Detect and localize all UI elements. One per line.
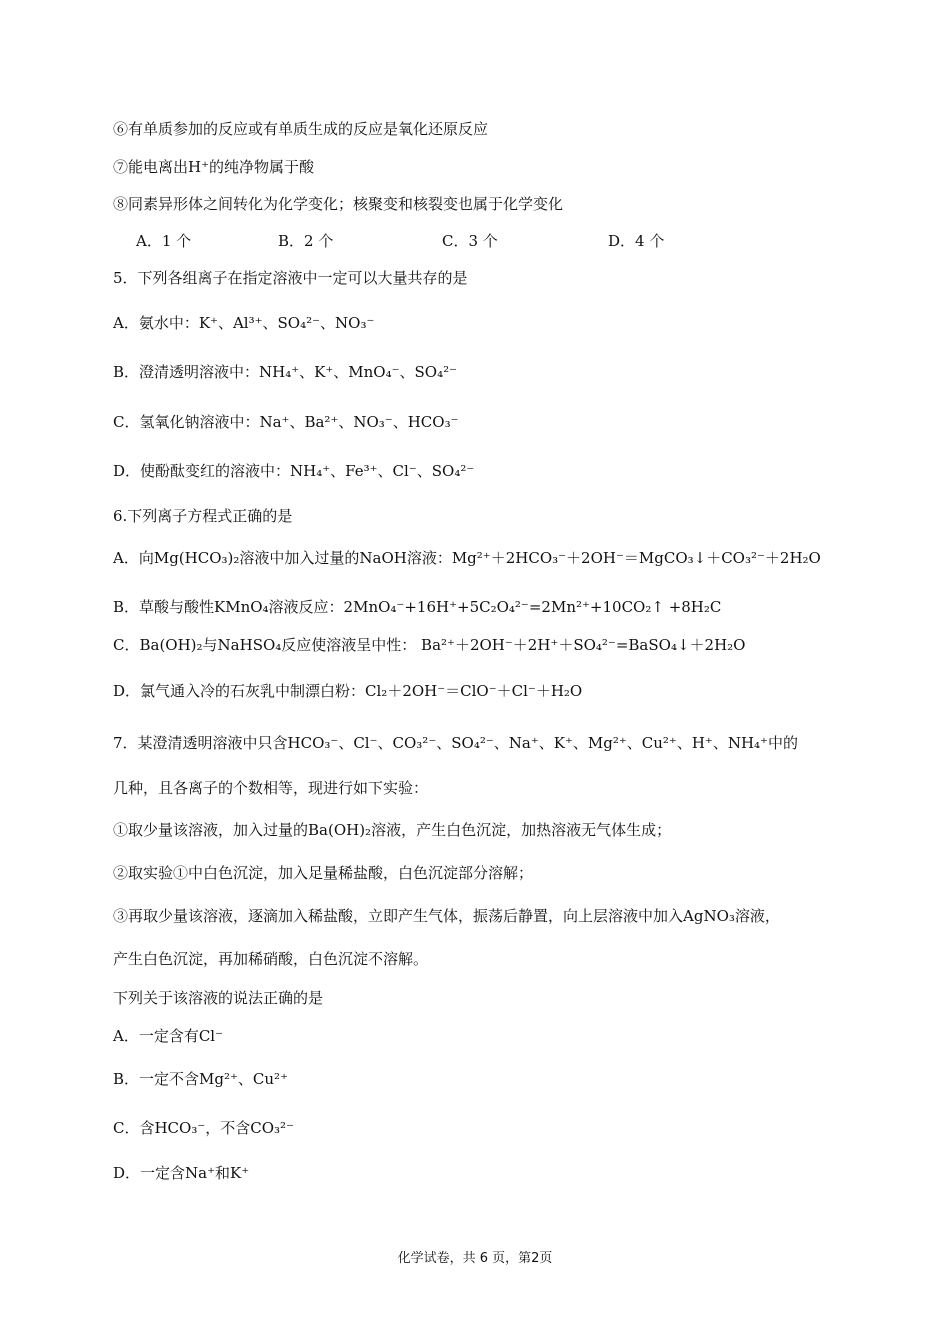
q7-stem-cont: 几种，且各离子的个数相等，现进行如下实验： — [113, 779, 429, 797]
q5-option-a: A．氨水中：K⁺、Al³⁺、SO₄²⁻、NO₃⁻ — [113, 314, 375, 332]
q5-stem: 5．下列各组离子在指定溶液中一定可以大量共存的是 — [113, 269, 468, 287]
q7-step-3-cont: 产生白色沉淀，再加稀硝酸，白色沉淀不溶解。 — [113, 950, 429, 968]
item-6: ⑥有单质参加的反应或有单质生成的反应是氧化还原反应 — [113, 120, 489, 138]
q7-stem: 7．某澄清透明溶液中只含HCO₃⁻、Cl⁻、CO₃²⁻、SO₄²⁻、Na⁺、K⁺、Mg²⁺、Cu²⁺、H⁺、NH₄⁺中的 — [113, 734, 798, 752]
item-7: ⑦能电离出H⁺的纯净物属于酸 — [113, 158, 314, 176]
q4-option-c: C．3 个 — [442, 232, 498, 250]
q6-option-d: D．氯气通入冷的石灰乳中制漂白粉：Cl₂＋2OH⁻＝ClO⁻＋Cl⁻＋H₂O — [113, 682, 583, 700]
q7-option-b: B．一定不含Mg²⁺、Cu²⁺ — [113, 1070, 288, 1088]
q7-question: 下列关于该溶液的说法正确的是 — [113, 989, 324, 1007]
q5-option-c: C．氢氧化钠溶液中：Na⁺、Ba²⁺、NO₃⁻、HCO₃⁻ — [113, 413, 459, 431]
q7-option-c: C．含HCO₃⁻，不含CO₃²⁻ — [113, 1119, 294, 1137]
q6-option-a: A．向Mg(HCO₃)₂溶液中加入过量的NaOH溶液：Mg²⁺＋2HCO₃⁻＋2OH⁻＝MgCO₃↓＋CO₃²⁻＋2H₂O — [113, 549, 821, 567]
item-8: ⑧同素异形体之间转化为化学变化；核聚变和核裂变也属于化学变化 — [113, 195, 564, 213]
q5-option-d: D．使酚酞变红的溶液中：NH₄⁺、Fe³⁺、Cl⁻、SO₄²⁻ — [113, 462, 475, 480]
q6-option-b: B．草酸与酸性KMnO₄溶液反应：2MnO₄⁻+16H⁺+5C₂O₄²⁻=2Mn²⁺+10CO₂↑ +8H₂C — [113, 598, 722, 616]
q4-option-b: B．2 个 — [278, 232, 334, 250]
q6-option-c: C．Ba(OH)₂与NaHSO₄反应使溶液呈中性： Ba²⁺＋2OH⁻＋2H⁺＋SO₄²⁻=BaSO₄↓＋2H₂O — [113, 636, 746, 654]
q7-step-3: ③再取少量该溶液，逐滴加入稀盐酸，立即产生气体，振荡后静置，向上层溶液中加入AgNO₃溶液， — [113, 907, 780, 925]
q7-step-1: ①取少量该溶液，加入过量的Ba(OH)₂溶液，产生白色沉淀，加热溶液无气体生成； — [113, 821, 672, 839]
q6-stem: 6.下列离子方程式正确的是 — [113, 507, 293, 525]
q7-option-a: A．一定含有Cl⁻ — [113, 1027, 224, 1045]
q4-option-d: D．4 个 — [608, 232, 665, 250]
page-footer: 化学试卷，共 6 页，第2页 — [397, 1251, 553, 1266]
q7-option-d: D．一定含Na⁺和K⁺ — [113, 1164, 250, 1182]
q7-step-2: ②取实验①中白色沉淀，加入足量稀盐酸，白色沉淀部分溶解； — [113, 864, 534, 882]
q5-option-b: B．澄清透明溶液中：NH₄⁺、K⁺、MnO₄⁻、SO₄²⁻ — [113, 363, 458, 381]
q4-option-a: A．1 个 — [136, 232, 192, 250]
